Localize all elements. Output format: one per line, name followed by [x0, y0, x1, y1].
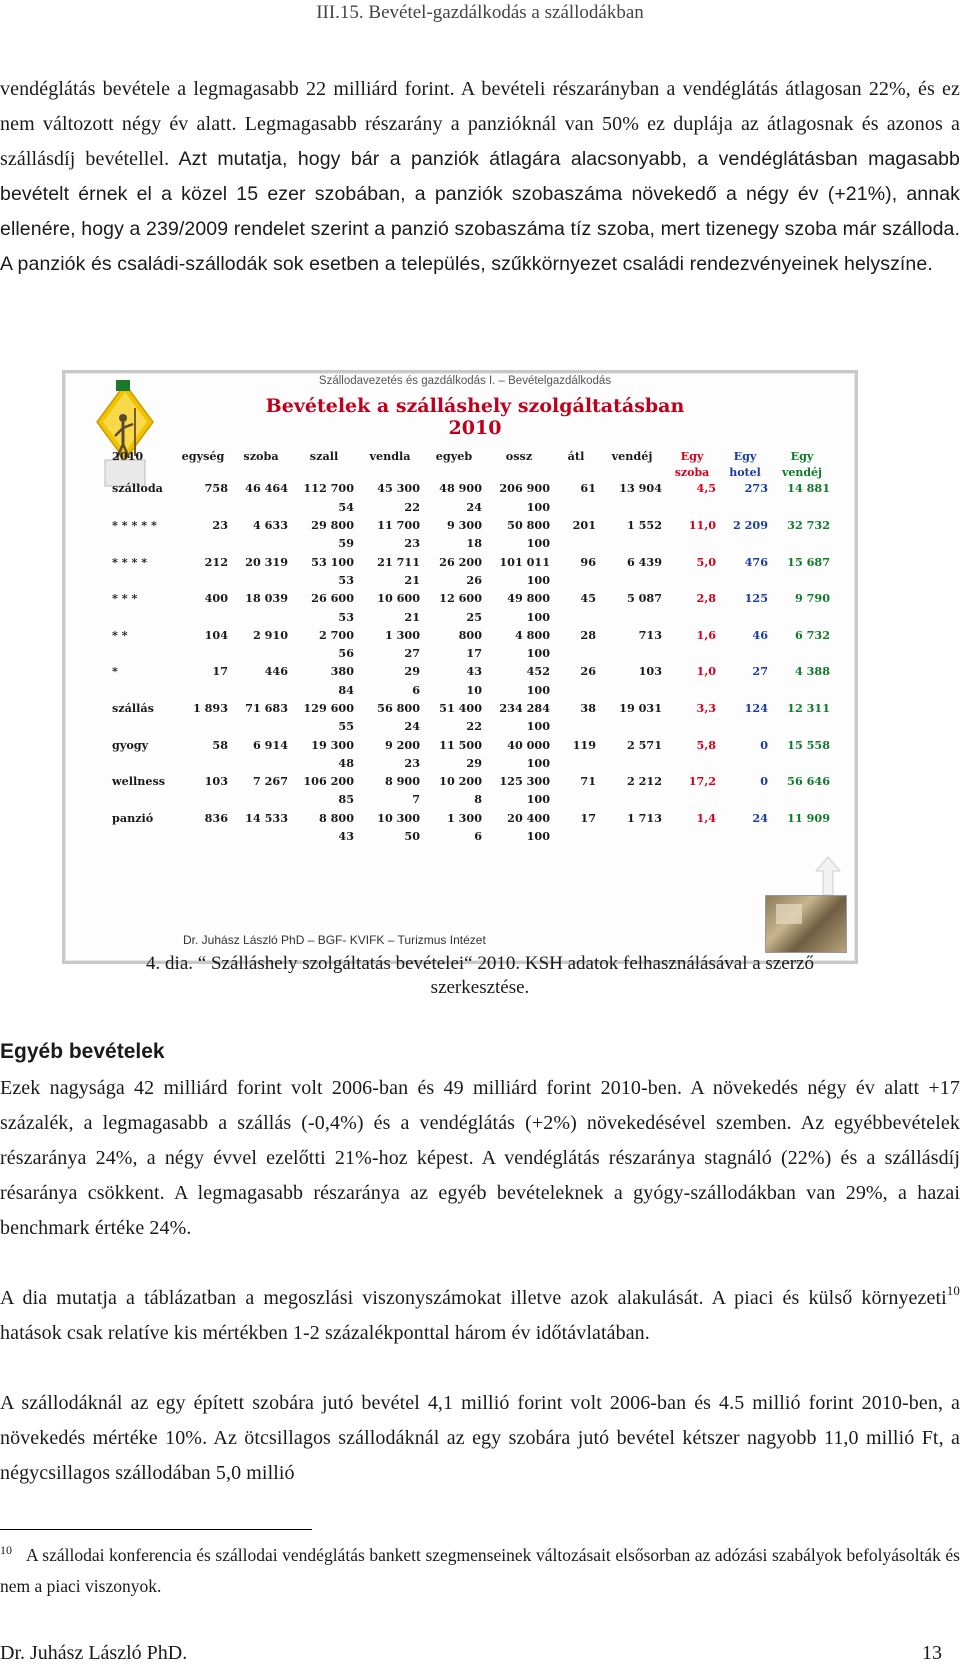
table-cell: 6 914 — [252, 737, 288, 752]
table-cell: 71 — [580, 774, 596, 789]
table-cell: 206 900 — [499, 481, 550, 496]
table-row — [109, 699, 833, 717]
table-row — [109, 552, 833, 570]
table-cell: 8 900 — [384, 774, 420, 789]
share-cell: 100 — [526, 792, 550, 807]
body-paragraph-2 — [0, 1281, 960, 1351]
share-cell: 100 — [526, 499, 550, 514]
hotel-lobby-photo — [765, 895, 847, 953]
column-subheader: hotel — [729, 465, 761, 479]
share-cell: 18 — [466, 536, 482, 551]
column-header: szoba — [243, 449, 279, 464]
row-label: * * * — [112, 591, 138, 606]
slide-footer: Dr. Juhász László PhD – BGF- KVIFK – Turizmus Intézet — [183, 933, 486, 947]
table-cell: 1 552 — [626, 518, 662, 533]
table-cell: 1 300 — [446, 810, 482, 825]
row-label: * — [112, 664, 118, 679]
table-cell: 201 — [572, 518, 596, 533]
share-cell: 24 — [404, 719, 420, 734]
table-cell: 4 388 — [794, 664, 830, 679]
table-row — [109, 516, 833, 534]
row-label: panzió — [112, 810, 154, 825]
table-cell: 32 732 — [787, 518, 830, 533]
table-cell: 96 — [580, 554, 596, 569]
table-cell: 4 633 — [252, 518, 288, 533]
table-cell: 18 039 — [245, 591, 288, 606]
share-cell: 53 — [338, 609, 354, 624]
share-cell: 59 — [338, 536, 354, 551]
table-cell: 53 100 — [311, 554, 354, 569]
column-header: egyeb — [435, 449, 473, 464]
table-cell: 23 — [212, 518, 228, 533]
table-cell: 5 087 — [626, 591, 662, 606]
column-subheader: vendéj — [781, 465, 823, 479]
table-cell: 38 — [580, 701, 596, 715]
table-cell: 17,2 — [688, 774, 716, 789]
footnote — [0, 1540, 960, 1602]
table-cell: 40 000 — [507, 737, 550, 752]
table-cell: 19 031 — [619, 701, 662, 715]
share-cell: 100 — [526, 646, 550, 661]
share-cell: 22 — [466, 719, 482, 734]
table-row — [109, 809, 833, 827]
share-cell: 48 — [338, 755, 354, 770]
table-cell: 106 200 — [303, 774, 354, 789]
row-label: szálloda — [112, 481, 163, 496]
table-cell: 380 — [330, 664, 354, 679]
table-cell: 58 — [212, 737, 228, 752]
table-cell: 46 464 — [245, 481, 288, 496]
intro-paragraph-part-1: vendéglátás bevétele a legmagasabb 22 milliárd forint. A bevételi részarányban a vendéglátás átlagosan 22%, és ez nem változott négy év alatt. Legmagasabb részarány a panzióknál van 50% ez duplája az átlagosnak és azonos a szállásdíj bevétellel. — [0, 78, 960, 170]
body-paragraph-2-text: A dia mutatja a táblázatban a megoszlási viszonyszámokat illetve azok alakulását. A piaci és külső környezeti — [0, 1287, 947, 1309]
share-cell: 100 — [526, 719, 550, 734]
table-cell: 129 600 — [303, 701, 354, 715]
table-cell: 29 800 — [311, 518, 354, 533]
table-cell: 0 — [760, 737, 768, 752]
row-label: wellness — [112, 774, 166, 789]
table-row — [109, 735, 833, 753]
table-cell: 7 267 — [252, 774, 288, 789]
table-cell: 1 893 — [192, 701, 228, 715]
table-cell: 0 — [760, 774, 768, 789]
table-cell: 1,6 — [696, 627, 716, 642]
table-cell: 2 212 — [626, 774, 662, 789]
share-cell: 100 — [526, 536, 550, 551]
share-cell: 100 — [526, 755, 550, 770]
table-cell: 5,8 — [696, 737, 716, 752]
footnote-reference[interactable]: 10 — [946, 1283, 960, 1298]
table-row — [109, 479, 833, 497]
share-cell: 6 — [474, 829, 482, 844]
table-cell: 12 600 — [439, 591, 482, 606]
table-cell: 103 — [204, 774, 228, 789]
column-header: vendla — [369, 449, 411, 464]
column-header: vendéj — [611, 449, 653, 464]
table-cell: 11,0 — [688, 518, 716, 533]
table-cell: 1 713 — [626, 810, 662, 825]
table-cell: 836 — [204, 810, 228, 825]
share-cell: 100 — [526, 609, 550, 624]
row-label: * * — [112, 627, 128, 642]
share-cell: 56 — [338, 646, 354, 661]
share-cell: 84 — [338, 682, 354, 697]
table-cell: 56 646 — [787, 774, 830, 789]
share-cell: 55 — [338, 719, 354, 734]
table-cell: 9 790 — [794, 591, 830, 606]
table-cell: 112 700 — [303, 481, 354, 496]
table-cell: 6 732 — [794, 627, 830, 642]
share-cell: 21 — [404, 609, 420, 624]
share-cell: 6 — [412, 682, 420, 697]
table-cell: 1 300 — [384, 627, 420, 642]
footnote-number: 10 — [0, 1543, 12, 1557]
table-cell: 10 200 — [439, 774, 482, 789]
share-cell: 23 — [404, 755, 420, 770]
table-cell: 61 — [580, 481, 596, 496]
table-cell: 1,0 — [696, 664, 716, 679]
table-cell: 14 533 — [245, 810, 288, 825]
running-head: III.15. Bevétel-gazdálkodás a szállodákban — [316, 2, 644, 23]
table-cell: 13 904 — [619, 481, 662, 496]
table-cell: 104 — [204, 627, 228, 642]
table-cell: 3,3 — [696, 701, 716, 715]
table-row — [109, 589, 833, 607]
table-cell: 1,4 — [696, 810, 716, 825]
intro-paragraph-part-2: Azt mutatja, hogy bár a panziók átlagára alacsonyabb, a vendéglátásban magasabb bevételt érnek el a közel 15 ezer szobában, a panziók szobaszáma növekedő a négy év (+21%), annak ellenére, hogy a 239/2009 rendelet szerint a panzió szobaszáma tíz szoba, mert tizenegy szoba már szálloda. A panziók és családi-szállodák sok esetben a település, szűkkörnyezet családi rendezvényeinek helyszíne. — [0, 148, 960, 275]
up-arrow-icon — [815, 855, 841, 897]
table-cell: 29 — [404, 664, 420, 679]
table-cell: 45 — [580, 591, 596, 606]
table-share-row — [109, 571, 833, 589]
body-paragraph-2-text-cont: hatások csak relatíve kis mértékben 1-2 százalékponttal három év időtávlatában. — [0, 1322, 650, 1344]
column-header: egység — [181, 449, 225, 464]
share-cell: 53 — [338, 572, 354, 587]
share-cell: 17 — [466, 646, 482, 661]
table-share-row — [109, 644, 833, 662]
table-cell: 27 — [752, 664, 768, 679]
table-body — [109, 479, 833, 845]
slide-figure — [62, 370, 858, 964]
section-heading: Egyéb bevételek — [0, 1040, 165, 1063]
body-paragraph-3: A szállodáknál az egy épített szobára jutó bevétel 4,1 millió forint volt 2006-ban és 4.5 millió forint 2010-ben, a növekedés mértéke 10%. Az ötcsillagos szállodáknál az egy szobára jutó bevétel kétszer nagyobb 11,0 millió Ft, a négycsillagos szállodában 5,0 millió — [0, 1392, 960, 1484]
table-cell: 21 711 — [377, 554, 420, 569]
table-cell: 10 300 — [377, 810, 420, 825]
column-header: szall — [309, 449, 339, 464]
table-cell: 124 — [744, 701, 768, 715]
table-cell: 10 600 — [377, 591, 420, 606]
table-cell: 71 683 — [245, 701, 288, 715]
table-subheader-row — [109, 465, 833, 479]
table-cell: 2,8 — [696, 591, 716, 606]
table-cell: 28 — [580, 627, 596, 642]
share-cell: 24 — [466, 499, 482, 514]
table-share-row — [109, 717, 833, 735]
caption-line-1: 4. dia. “ Szálláshely szolgáltatás bevételei“ 2010. KSH adatok felhasználásával a szerző — [146, 953, 814, 974]
table-cell: 273 — [744, 481, 768, 496]
table-cell: 12 311 — [787, 701, 830, 715]
table-cell: 9 300 — [446, 518, 482, 533]
share-cell: 10 — [466, 682, 482, 697]
column-header: Egy — [733, 449, 757, 464]
table-cell: 2 700 — [318, 627, 354, 642]
table-cell: 758 — [204, 481, 228, 496]
table-cell: 17 — [212, 664, 228, 679]
slide-header: Szállodavezetés és gazdálkodás I. – Bevételgazdálkodás — [318, 375, 612, 387]
body-paragraph-1: Ezek nagysága 42 milliárd forint volt 2006-ban és 49 milliárd forint 2010-ben. A növekedés négy év alatt +17 százalék, a legmagasabb a szállás (-0,4%) és a vendéglátás (+2%) növekedésével szemben. Az egyébbevételek részaránya 24%, a négy évvel ezelőtti 21%-hoz képest. A vendéglátás részaránya stagnáló (22%) és a szállásdíj résaránya csökkent. A legmagasabb részaránya az egyéb bevételeknek a gyógy-szállodákban van 29%, a hazai benchmark értéke 24%. — [0, 1077, 960, 1239]
table-cell: 24 — [752, 810, 768, 825]
share-cell: 85 — [338, 792, 354, 807]
share-cell: 100 — [526, 682, 550, 697]
share-cell: 27 — [404, 646, 420, 661]
table-cell: 476 — [744, 554, 768, 569]
table-cell: 101 011 — [499, 554, 550, 569]
table-cell: 125 300 — [499, 774, 550, 789]
column-header: ossz — [505, 449, 533, 464]
table-cell: 26 — [580, 664, 596, 679]
table-cell: 4,5 — [696, 481, 716, 496]
table-cell: 45 300 — [377, 481, 420, 496]
revenue-table — [109, 447, 833, 845]
share-cell: 54 — [338, 499, 354, 514]
column-header: átl — [567, 449, 585, 464]
table-share-row — [109, 827, 833, 845]
table-share-row — [109, 498, 833, 516]
share-cell: 23 — [404, 536, 420, 551]
table-cell: 20 400 — [507, 810, 550, 825]
footnote-text: A szállodai konferencia és szállodai vendéglátás bankett szegmenseinek változásait elsősorban az adózási szabályok befolyásolták és nem a piaci viszonyok. — [0, 1545, 960, 1596]
table-cell: 48 900 — [439, 481, 482, 496]
share-cell: 26 — [466, 572, 482, 587]
row-label: * * * * — [112, 554, 148, 569]
share-cell: 7 — [412, 792, 420, 807]
table-row — [109, 772, 833, 790]
table-cell: 4 800 — [514, 627, 550, 642]
table-cell: 50 800 — [507, 518, 550, 533]
table-cell: 14 881 — [787, 481, 830, 496]
row-label: gyogy — [112, 737, 149, 752]
table-cell: 400 — [204, 591, 228, 606]
figure-caption — [0, 952, 960, 1000]
table-cell: 119 — [572, 737, 596, 752]
share-cell: 25 — [466, 609, 482, 624]
table-cell: 56 800 — [377, 701, 420, 715]
share-cell: 43 — [338, 829, 354, 844]
page-footer — [0, 1642, 960, 1665]
table-cell: 11 909 — [787, 810, 830, 825]
table-share-row — [109, 681, 833, 699]
table-cell: 26 600 — [311, 591, 354, 606]
footer-author: Dr. Juhász László PhD. — [0, 1642, 188, 1664]
table-share-row — [109, 534, 833, 552]
table-cell: 234 284 — [499, 701, 550, 715]
table-cell: 125 — [744, 591, 768, 606]
share-cell: 100 — [526, 572, 550, 587]
table-cell: 9 200 — [384, 737, 420, 752]
footnote-divider — [0, 1529, 312, 1530]
table-share-row — [109, 754, 833, 772]
share-cell: 100 — [526, 829, 550, 844]
page-number: 13 — [922, 1642, 942, 1664]
table-header-row — [109, 447, 833, 465]
row-label: * * * * * — [112, 518, 157, 533]
slide-title: Bevételek a szálláshely szolgáltatásban 2010 — [265, 395, 685, 439]
column-header: Egy — [790, 449, 814, 464]
table-cell: 103 — [638, 664, 662, 679]
share-cell: 50 — [404, 829, 420, 844]
table-cell: 46 — [752, 627, 768, 642]
table-cell: 6 439 — [626, 554, 662, 569]
table-cell: 212 — [204, 554, 228, 569]
table-cell: 2 910 — [252, 627, 288, 642]
table-cell: 452 — [526, 664, 550, 679]
table-cell: 20 319 — [245, 554, 288, 569]
share-cell: 29 — [466, 755, 482, 770]
table-cell: 15 687 — [787, 554, 830, 569]
intro-paragraph — [0, 72, 960, 282]
table-cell: 15 558 — [787, 737, 830, 752]
share-cell: 22 — [404, 499, 420, 514]
table-cell: 8 800 — [318, 810, 354, 825]
table-cell: 2 571 — [626, 737, 662, 752]
column-header: Egy — [680, 449, 704, 464]
caption-line-2: szerkesztése. — [430, 977, 530, 998]
table-cell: 26 200 — [439, 554, 482, 569]
table-cell: 17 — [580, 810, 596, 825]
row-label: szállás — [112, 701, 154, 715]
share-cell: 8 — [474, 792, 482, 807]
column-header: 2010 — [112, 449, 144, 464]
table-share-row — [109, 607, 833, 625]
table-row — [109, 626, 833, 644]
table-cell: 51 400 — [439, 701, 482, 715]
table-cell: 19 300 — [311, 737, 354, 752]
table-cell: 713 — [638, 627, 662, 642]
table-cell: 800 — [458, 627, 482, 642]
table-cell: 5,0 — [696, 554, 716, 569]
table-cell: 11 500 — [439, 737, 482, 752]
share-cell: 21 — [404, 572, 420, 587]
table-cell: 49 800 — [507, 591, 550, 606]
table-cell: 11 700 — [377, 518, 420, 533]
column-subheader: szoba — [674, 465, 710, 479]
table-row — [109, 662, 833, 680]
table-cell: 2 209 — [732, 518, 768, 533]
table-share-row — [109, 790, 833, 808]
table-cell: 43 — [466, 664, 482, 679]
table-cell: 446 — [264, 664, 288, 679]
